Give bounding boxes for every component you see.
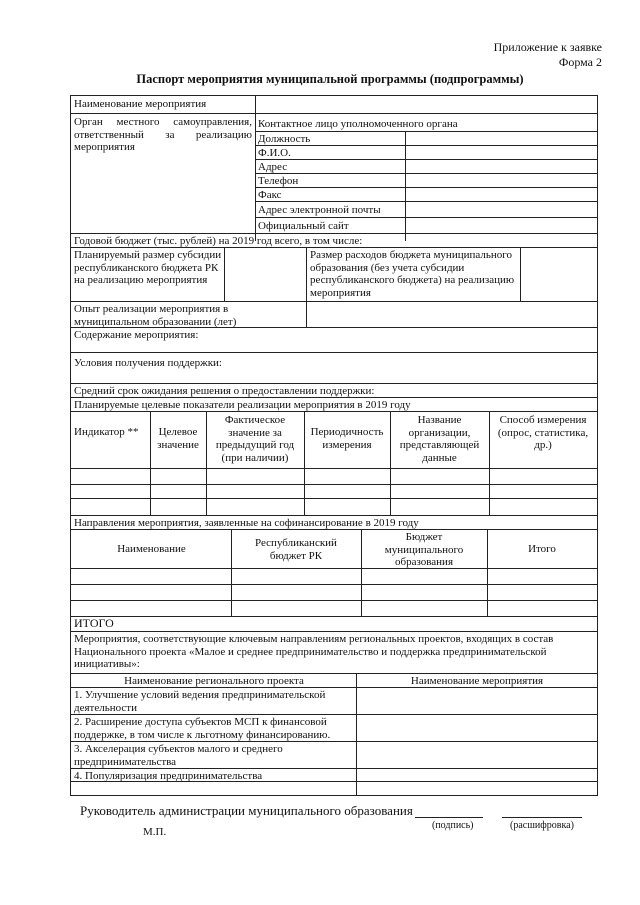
directions-title: Направления мероприятия, заявленные на софинансирование в 2019 году bbox=[74, 517, 419, 529]
col-target-value: Целевое значение bbox=[157, 426, 199, 451]
planned-subsidy-label: Планируемый размер субсидии республиканского бюджета РК на реализацию мероприятия bbox=[74, 249, 222, 286]
dir-col-republic: Республиканский бюджет РК bbox=[255, 537, 337, 562]
contact-email-label: Адрес электронной почты bbox=[258, 204, 381, 216]
contact-fio-label: Ф.И.О. bbox=[258, 147, 291, 159]
municipal-expenses-label: Размер расходов бюджета муниципального образования (без учета субсидии республиканского бюджета) на реализацию мероприятия bbox=[310, 249, 515, 299]
regional-item-4: 4. Популяризация предпринимательства bbox=[74, 770, 263, 782]
appendix-label: Приложение к заявке bbox=[493, 40, 602, 54]
annual-budget-label: Годовой бюджет (тыс. рублей) на 2019 год всего, в том числе: bbox=[74, 235, 363, 247]
dir-col-municipal: Бюджет муниципального образования bbox=[384, 531, 464, 568]
indicators-title: Планируемые целевые показатели реализации мероприятия в 2019 году bbox=[74, 399, 411, 411]
event-name-label: Наименование мероприятия bbox=[74, 98, 207, 110]
contact-fax-label: Факс bbox=[258, 189, 282, 201]
form-label: Форма 2 bbox=[558, 55, 602, 69]
col-indicator: Индикатор ** bbox=[74, 426, 139, 438]
contact-website-label: Официальный сайт bbox=[258, 220, 349, 232]
col-method: Способ измерения (опрос, статистика, др.) bbox=[497, 414, 589, 451]
regional-col-project: Наименование регионального проекта bbox=[124, 675, 304, 687]
conditions-label: Условия получения поддержки: bbox=[74, 357, 222, 369]
col-periodicity: Периодичность измерения bbox=[310, 426, 384, 451]
regional-col-event: Наименование мероприятия bbox=[410, 675, 544, 687]
regional-item-2: 2. Расширение доступа субъектов МСП к финансовой поддержке, в том числе к льготному финансированию. bbox=[74, 716, 331, 741]
directions-total: ИТОГО bbox=[74, 616, 114, 630]
page-title: Паспорт мероприятия муниципальной программы (подпрограммы) bbox=[136, 72, 524, 86]
authority-label: Орган местного самоуправления, ответственный за реализацию мероприятия bbox=[74, 116, 252, 153]
signature-caption: (подпись) bbox=[432, 820, 474, 831]
decode-caption: (расшифровка) bbox=[510, 820, 574, 831]
contact-address-label: Адрес bbox=[258, 161, 288, 173]
contact-position-label: Должность bbox=[258, 133, 311, 145]
seal-label: М.П. bbox=[143, 826, 167, 838]
content-label: Содержание мероприятия: bbox=[74, 329, 199, 341]
head-signature-label: Руководитель администрации муниципального образования bbox=[80, 803, 413, 818]
regional-item-1: 1. Улучшение условий ведения предпринимательской деятельности bbox=[74, 689, 326, 714]
dir-col-name: Наименование bbox=[117, 543, 186, 555]
wait-time-label: Средний срок ожидания решения о предоставлении поддержки: bbox=[74, 385, 375, 397]
dir-col-total: Итого bbox=[528, 543, 556, 555]
contact-phone-label: Телефон bbox=[258, 175, 299, 187]
decode-line bbox=[502, 817, 582, 818]
contact-person-label: Контактное лицо уполномоченного органа bbox=[258, 118, 458, 130]
signature-line bbox=[415, 817, 483, 818]
regional-title: Мероприятия, соответствующие ключевым направлениям региональных проектов, входящих в состав Национального проекта «Малое и среднее предпринимательство и поддержка предпринимательской инициативы»: bbox=[74, 633, 554, 670]
regional-item-3: 3. Акселерация субъектов малого и среднего предпринимательства bbox=[74, 743, 283, 768]
col-organization: Название организации, представляющей данные bbox=[399, 414, 480, 464]
experience-label: Опыт реализации мероприятия в муниципальном образовании (лет) bbox=[74, 303, 237, 328]
col-actual-value: Фактическое значение за предыдущий год (при наличии) bbox=[215, 414, 295, 464]
